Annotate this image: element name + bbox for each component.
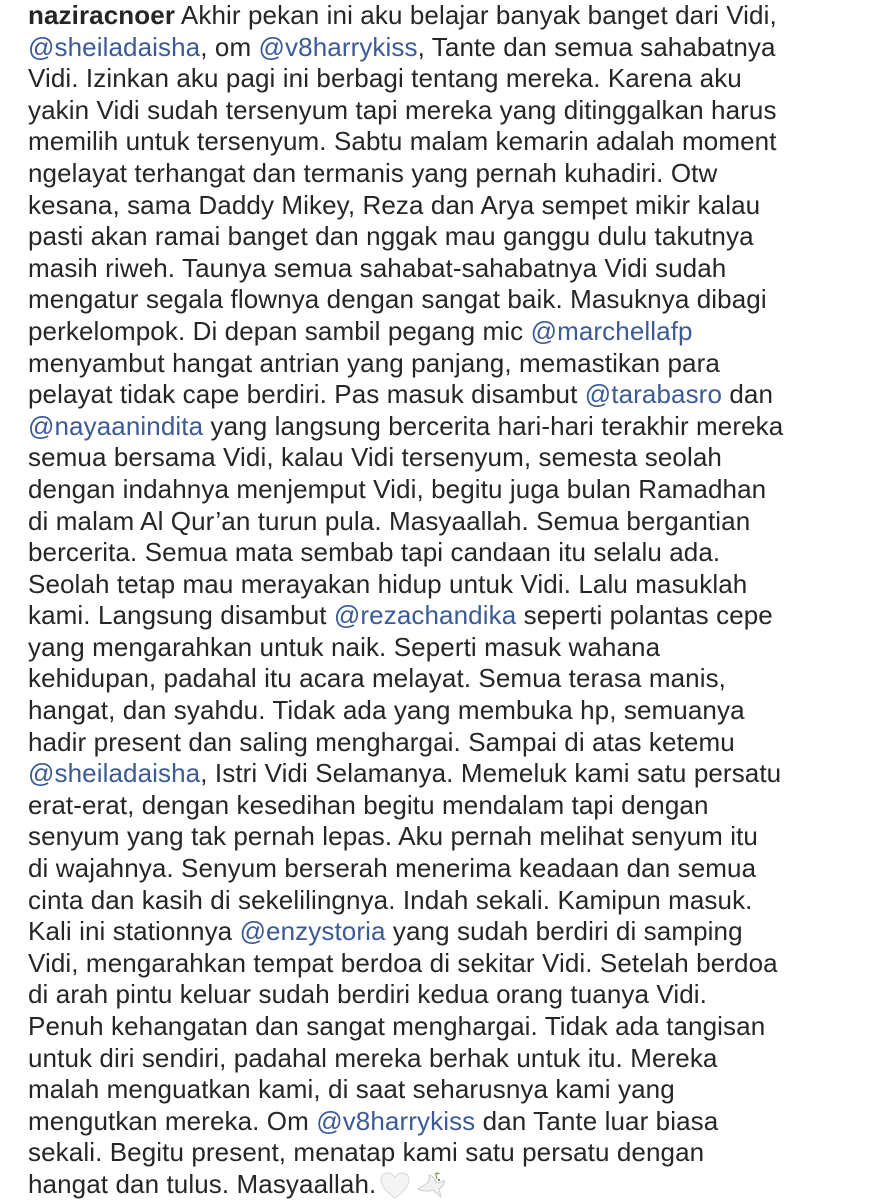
caption-line xyxy=(28,1169,868,1201)
mention-link[interactable]: @v8harrykiss xyxy=(258,31,418,62)
caption-text: , Istri Vidi Selamanya. Memeluk kami satu persatu xyxy=(200,758,782,789)
caption-line xyxy=(28,474,868,506)
caption-line xyxy=(28,442,868,474)
caption-line xyxy=(28,63,868,95)
caption-line xyxy=(28,1074,868,1106)
caption-text: di malam Al Qur’an turun pula. Masyaallah. Semua bergantian xyxy=(28,505,751,536)
mention-link[interactable]: @v8harrykiss xyxy=(316,1105,476,1136)
caption-text: seperti polantas cepe xyxy=(516,600,773,631)
caption-line xyxy=(28,158,868,190)
caption-line xyxy=(28,790,868,822)
caption-text: yang sudah berdiri di samping xyxy=(385,916,743,947)
caption-line xyxy=(28,537,868,569)
caption-text: , om xyxy=(200,31,259,62)
caption-line xyxy=(28,1011,868,1043)
caption-line xyxy=(28,32,868,64)
caption-text: Seolah tetap mau merayakan hidup untuk Vidi. Lalu masuklah xyxy=(28,568,748,599)
caption-text: hadir present dan saling menghargai. Sampai di atas ketemu xyxy=(28,726,735,757)
caption-line xyxy=(28,885,868,917)
caption-text: dan xyxy=(722,379,774,410)
caption-line xyxy=(28,126,868,158)
caption-line xyxy=(28,190,868,222)
caption-text: cinta dan kasih di sekelilingnya. Indah sekali. Kamipun masuk. xyxy=(28,884,753,915)
dove-icon xyxy=(414,1171,448,1201)
caption-text: kesana, sama Daddy Mikey, Reza dan Arya sempet mikir kalau xyxy=(28,189,761,220)
caption-line xyxy=(28,253,868,285)
caption-line xyxy=(28,316,868,348)
caption-text: ngelayat terhangat dan termanis yang pernah kuhadiri. Otw xyxy=(28,157,718,188)
mention-link[interactable]: @marchellafp xyxy=(530,315,693,346)
caption-text: Vidi, mengarahkan tempat berdoa di sekitar Vidi. Setelah berdoa xyxy=(28,947,778,978)
caption-line xyxy=(28,411,868,443)
mention-link[interactable]: @tarabasro xyxy=(584,379,722,410)
caption-line xyxy=(28,758,868,790)
caption-text: hangat, dan syahdu. Tidak ada yang membuka hp, semuanya xyxy=(28,695,745,726)
caption-line xyxy=(28,1106,868,1138)
caption-text: yang langsung bercerita hari-hari terakhir mereka xyxy=(203,410,784,441)
username-link[interactable]: naziracnoer xyxy=(28,0,176,30)
caption-text: masih riweh. Taunya semua sahabat-sahabatnya Vidi sudah xyxy=(28,252,727,283)
caption-text: dengan indahnya menjemput Vidi, begitu juga bulan Ramadhan xyxy=(28,473,767,504)
caption-text: Penuh kehangatan dan sangat menghargai. Tidak ada tangisan xyxy=(28,1011,766,1041)
caption-text: erat-erat, dengan kesedihan begitu mendalam tapi dengan xyxy=(28,789,709,820)
caption-line xyxy=(28,853,868,885)
caption-text: dan Tante luar biasa xyxy=(475,1105,719,1136)
caption-line xyxy=(28,1043,868,1075)
caption-text: pasti akan ramai banget dan nggak mau ganggu dulu takutnya xyxy=(28,221,754,252)
caption-line xyxy=(28,632,868,664)
caption-line xyxy=(28,948,868,980)
caption-text: di wajahnya. Senyum berserah menerima keadaan dan semua xyxy=(28,853,757,884)
caption-line xyxy=(28,600,868,632)
caption-line xyxy=(28,95,868,127)
caption-text: mengatur segala flownya dengan sangat baik. Masuknya dibagi xyxy=(28,284,767,315)
caption-text: sekali. Begitu present, menatap kami satu persatu dengan xyxy=(28,1137,705,1168)
post-caption xyxy=(28,0,868,1201)
caption-line xyxy=(28,663,868,695)
caption-text: memilih untuk tersenyum. Sabtu malam kemarin adalah moment xyxy=(28,126,777,157)
caption-text: yakin Vidi sudah tersenyum tapi mereka yang ditinggalkan harus xyxy=(28,94,777,125)
caption-line xyxy=(28,695,868,727)
caption-text: yang mengarahkan untuk naik. Seperti masuk wahana xyxy=(28,631,661,662)
caption-text: untuk diri sendiri, padahal mereka berhak untuk itu. Mereka xyxy=(28,1042,718,1073)
caption-line xyxy=(28,0,868,32)
caption-text: Akhir pekan ini aku belajar banyak banget dari Vidi, xyxy=(175,0,777,30)
caption-line xyxy=(28,348,868,380)
caption-text: perkelompok. Di depan sambil pegang mic xyxy=(28,315,531,346)
mention-link[interactable]: @rezachandika xyxy=(333,600,517,631)
caption-text: mengutkan mereka. Om xyxy=(28,1105,317,1136)
caption-text: kami. Langsung disambut xyxy=(28,600,334,631)
caption-line xyxy=(28,916,868,948)
caption-line xyxy=(28,379,868,411)
caption-text: menyambut hangat antrian yang panjang, memastikan para xyxy=(28,347,720,378)
caption-line xyxy=(28,979,868,1011)
caption-text: bercerita. Semua mata sembab tapi candaan itu selalu ada. xyxy=(28,537,721,568)
mention-link[interactable]: @nayaanindita xyxy=(28,410,204,441)
caption-line xyxy=(28,506,868,538)
caption-text: pelayat tidak cape berdiri. Pas masuk disambut xyxy=(28,379,585,410)
mention-link[interactable]: @enzystoria xyxy=(239,916,386,947)
white-heart-icon xyxy=(380,1172,410,1200)
caption-text: Kali ini stationnya xyxy=(28,916,240,947)
caption-line xyxy=(28,1137,868,1169)
caption-text: hangat dan tulus. Masyaallah. xyxy=(28,1168,377,1199)
caption-text: semua bersama Vidi, kalau Vidi tersenyum, semesta seolah xyxy=(28,442,722,473)
caption-text: Vidi. Izinkan aku pagi ini berbagi tentang mereka. Karena aku xyxy=(28,63,742,94)
mention-link[interactable]: @sheiladaisha xyxy=(28,31,201,62)
caption-line xyxy=(28,727,868,759)
caption-text: , Tante dan semua sahabatnya xyxy=(417,31,776,62)
caption-line xyxy=(28,821,868,853)
caption-text: kehidupan, padahal itu acara melayat. Semua terasa manis, xyxy=(28,663,727,694)
caption-line xyxy=(28,221,868,253)
caption-text: di arah pintu keluar sudah berdiri kedua orang tuanya Vidi. xyxy=(28,979,707,1010)
caption-text: malah menguatkan kami, di saat seharusnya kami yang xyxy=(28,1074,675,1105)
caption-text: senyum yang tak pernah lepas. Aku pernah melihat senyum itu xyxy=(28,821,758,852)
caption-line xyxy=(28,569,868,601)
caption-line xyxy=(28,284,868,316)
mention-link[interactable]: @sheiladaisha xyxy=(28,758,201,789)
